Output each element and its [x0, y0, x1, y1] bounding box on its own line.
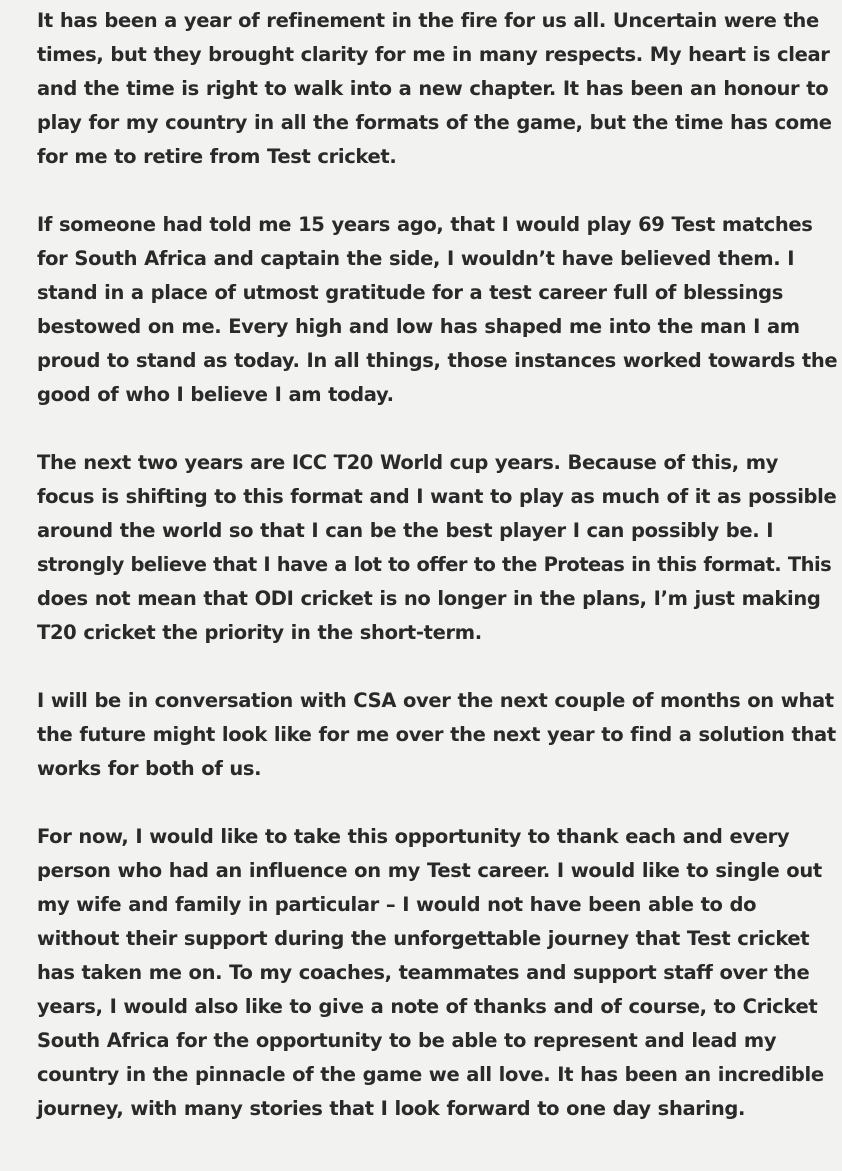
paragraph-2 [37, 208, 837, 412]
paragraph-3 [37, 446, 837, 650]
text-line: good of who I believe I am today. [37, 383, 394, 406]
text-line: the future might look like for me over the next year to find a solution that [37, 723, 836, 746]
text-line: has taken me on. To my coaches, teammates and support staff over the [37, 961, 810, 984]
paragraph-4 [37, 684, 837, 786]
text-line: It has been a year of refinement in the fire for us all. Uncertain were the [37, 9, 819, 32]
text-line: The next two years are ICC T20 World cup years. Because of this, my [37, 451, 779, 474]
text-line: journey, with many stories that I look forward to one day sharing. [37, 1097, 746, 1120]
text-line: around the world so that I can be the best player I can possibly be. I [37, 519, 774, 542]
text-line: person who had an influence on my Test career. I would like to single out [37, 859, 822, 882]
paragraph-gap [37, 786, 837, 820]
text-line: I will be in conversation with CSA over the next couple of months on what [37, 689, 834, 712]
text-line: stand in a place of utmost gratitude for a test career full of blessings [37, 281, 784, 304]
paragraph-gap [37, 412, 837, 446]
paragraph-gap [37, 174, 837, 208]
text-line: South Africa for the opportunity to be able to represent and lead my [37, 1029, 777, 1052]
text-line: proud to stand as today. In all things, those instances worked towards the [37, 349, 838, 372]
paragraph-5 [37, 820, 837, 1126]
paragraph-1 [37, 4, 837, 174]
text-line: If someone had told me 15 years ago, that I would play 69 Test matches [37, 213, 813, 236]
text-line: works for both of us. [37, 757, 262, 780]
retirement-statement [37, 4, 837, 1126]
text-line: does not mean that ODI cricket is no longer in the plans, I’m just making [37, 587, 821, 610]
text-line: focus is shifting to this format and I want to play as much of it as possible [37, 485, 837, 508]
text-line: times, but they brought clarity for me in many respects. My heart is clear [37, 43, 830, 66]
text-line: without their support during the unforgettable journey that Test cricket [37, 927, 810, 950]
text-line: For now, I would like to take this opportunity to thank each and every [37, 825, 790, 848]
text-line: for me to retire from Test cricket. [37, 145, 397, 168]
text-line: T20 cricket the priority in the short-term. [37, 621, 482, 644]
text-line: strongly believe that I have a lot to offer to the Proteas in this format. This [37, 553, 832, 576]
text-line: my wife and family in particular – I would not have been able to do [37, 893, 757, 916]
text-line: bestowed on me. Every high and low has shaped me into the man I am [37, 315, 800, 338]
text-line: for South Africa and captain the side, I wouldn’t have believed them. I [37, 247, 795, 270]
paragraph-gap [37, 650, 837, 684]
text-line: and the time is right to walk into a new chapter. It has been an honour to [37, 77, 829, 100]
text-line: play for my country in all the formats of the game, but the time has come [37, 111, 832, 134]
text-line: years, I would also like to give a note of thanks and of course, to Cricket [37, 995, 818, 1018]
text-line: country in the pinnacle of the game we all love. It has been an incredible [37, 1063, 824, 1086]
